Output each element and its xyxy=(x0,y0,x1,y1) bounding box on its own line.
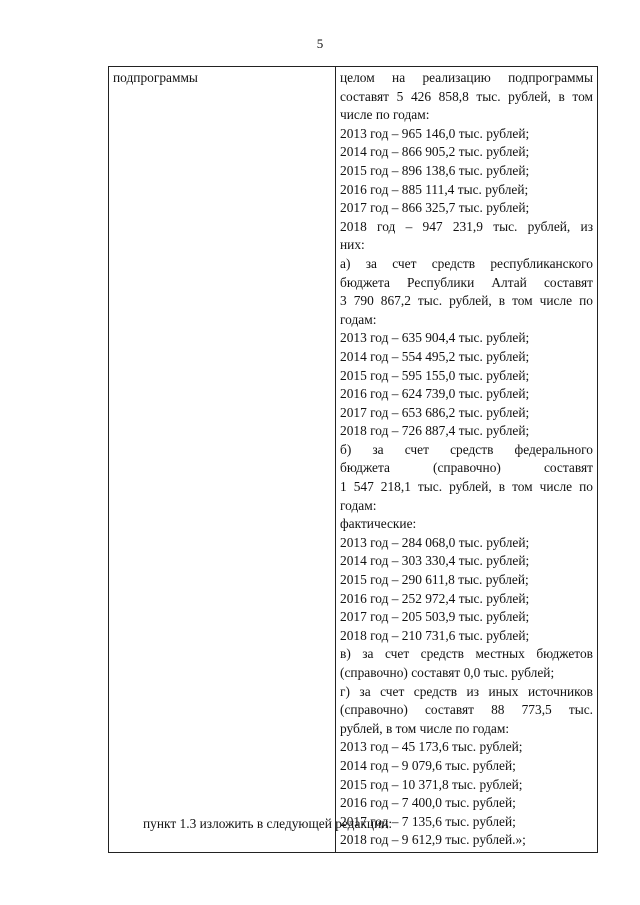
b-year-line: 2018 год – 210 731,6 тыс. рублей; xyxy=(340,627,530,643)
total-year-line: 2013 год – 965 146,0 тыс. рублей; xyxy=(340,125,530,141)
total-year-line: 2016 год – 885 111,4 тыс. рублей; xyxy=(340,181,529,197)
section-b-line: бюджета (справочно) составят xyxy=(340,460,593,476)
a-year-line: 2018 год – 726 887,4 тыс. рублей; xyxy=(340,423,530,439)
section-a-line: а) за счет средств республиканского xyxy=(340,255,593,271)
section-a-line: бюджета Республики Алтай составят xyxy=(340,274,593,290)
section-b-line: 1 547 218,1 тыс. рублей, в том числе по xyxy=(340,479,593,495)
total-year-line: 2014 год – 866 905,2 тыс. рублей; xyxy=(340,144,530,160)
subprogram-funding-table xyxy=(108,66,598,853)
section-v-line: в) за счет средств местных бюджетов xyxy=(340,646,593,662)
section-b-line: фактические: xyxy=(340,516,417,532)
b-year-line: 2017 год – 205 503,9 тыс. рублей; xyxy=(340,609,530,625)
total-year-line: 2017 год – 866 325,7 тыс. рублей; xyxy=(340,200,530,216)
section-a-line: годам: xyxy=(340,311,377,327)
total-2018-line: них: xyxy=(340,237,365,253)
section-g-line: г) за счет средств из иных источников xyxy=(340,683,593,699)
g-year-line: 2014 год – 9 079,6 тыс. рублей; xyxy=(340,757,516,773)
intro-line: целом на реализацию подпрограммы xyxy=(340,70,593,85)
page-number: 5 xyxy=(316,36,324,51)
g-year-line: 2015 год – 10 371,8 тыс. рублей; xyxy=(340,776,523,792)
row-content-cell xyxy=(336,67,598,853)
a-year-line: 2014 год – 554 495,2 тыс. рублей; xyxy=(340,348,530,364)
a-year-line: 2015 год – 595 155,0 тыс. рублей; xyxy=(340,367,530,383)
intro-line: составят 5 426 858,8 тыс. рублей, в том xyxy=(340,88,593,104)
row-label: подпрограммы xyxy=(113,70,198,85)
b-year-line: 2014 год – 303 330,4 тыс. рублей; xyxy=(340,553,530,569)
intro-line: числе по годам: xyxy=(340,107,430,123)
a-year-line: 2013 год – 635 904,4 тыс. рублей; xyxy=(340,330,530,346)
g-year-line: 2017 год – 7 135,6 тыс. рублей; xyxy=(340,813,516,829)
g-year-line: 2018 год – 9 612,9 тыс. рублей.»; xyxy=(340,832,526,848)
b-year-line: 2016 год – 252 972,4 тыс. рублей; xyxy=(340,590,530,606)
a-year-line: 2017 год – 653 686,2 тыс. рублей; xyxy=(340,404,530,420)
section-b-line: годам: xyxy=(340,497,377,513)
total-year-line: 2015 год – 896 138,6 тыс. рублей; xyxy=(340,162,530,178)
row-label-cell xyxy=(109,67,336,853)
section-b-line: б) за счет средств федерального xyxy=(340,441,593,457)
section-g-line: (справочно) составят 88 773,5 тыс. xyxy=(340,702,593,718)
g-year-line: 2016 год – 7 400,0 тыс. рублей; xyxy=(340,795,516,811)
a-year-line: 2016 год – 624 739,0 тыс. рублей; xyxy=(340,386,530,402)
following-paragraph: пункт 1.3 изложить в следующей редакции: xyxy=(143,816,393,831)
section-v-line: (справочно) составят 0,0 тыс. рублей; xyxy=(340,665,555,680)
section-g-line: рублей, в том числе по годам: xyxy=(340,720,510,736)
b-year-line: 2015 год – 290 611,8 тыс. рублей; xyxy=(340,572,529,588)
g-year-line: 2013 год – 45 173,6 тыс. рублей; xyxy=(340,739,523,755)
section-a-line: 3 790 867,2 тыс. рублей, в том числе по xyxy=(340,293,593,309)
b-year-line: 2013 год – 284 068,0 тыс. рублей; xyxy=(340,534,530,550)
total-2018-line: 2018 год – 947 231,9 тыс. рублей, из xyxy=(340,218,593,234)
table-row xyxy=(109,67,598,853)
